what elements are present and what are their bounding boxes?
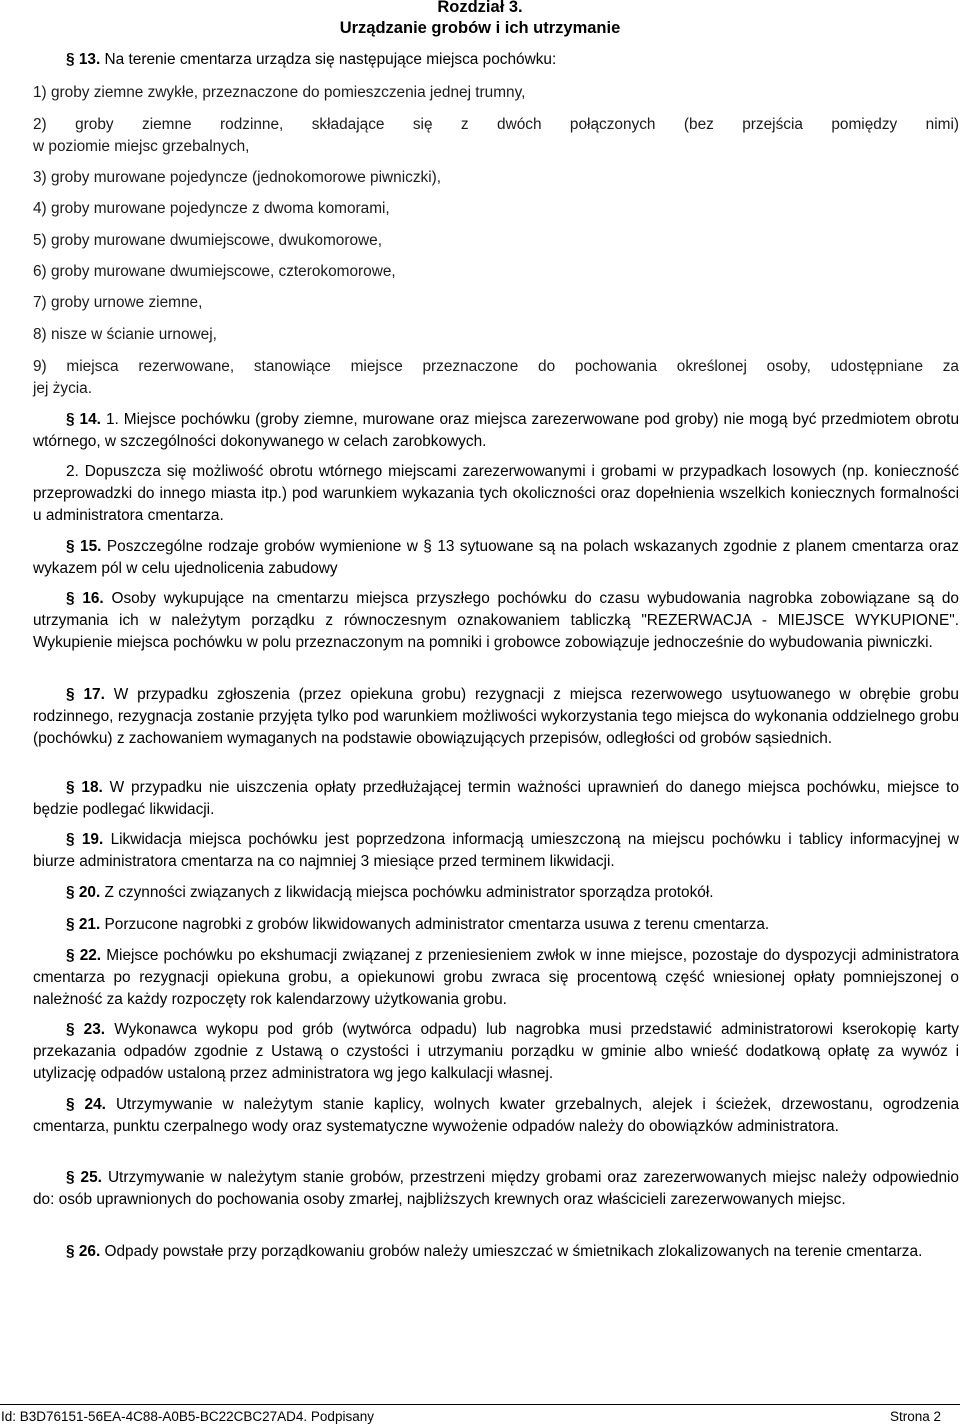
chapter-number: Rozdział 3. xyxy=(437,0,523,16)
section-symbol: § xyxy=(66,1169,75,1186)
section-14 xyxy=(33,409,959,453)
section-symbol: § xyxy=(66,1096,75,1113)
list-item-7: 7) groby urnowe ziemne, xyxy=(33,294,203,311)
footer-divider xyxy=(0,1404,960,1405)
list-item-8: 8) nisze w ścianie urnowej, xyxy=(33,326,217,343)
section-label: 14. xyxy=(79,411,101,428)
section-label: 20. xyxy=(78,884,101,901)
section-symbol: § xyxy=(66,831,75,848)
section-18 xyxy=(33,777,959,821)
section-text: Odpady powstałe przy porządkowaniu grobów należy umieszczać w śmietnikach zlokalizowanych na terenie cmentarza. xyxy=(104,1243,923,1260)
list-item-5: 5) groby murowane dwumiejscowe, dwukomorowe, xyxy=(33,232,383,249)
section-label: 19. xyxy=(81,831,104,848)
section-symbol: § xyxy=(66,538,75,555)
chapter-title: Urządzanie grobów i ich utrzymanie xyxy=(339,19,621,37)
section-symbol: § xyxy=(66,779,75,796)
section-15 xyxy=(33,536,959,580)
list-item-continuation: jej życia. xyxy=(33,380,93,397)
section-label: 24. xyxy=(84,1096,106,1113)
section-13 xyxy=(33,49,959,71)
section-text: Poszczególne rodzaje grobów wymienione w § 13 sytuowane są na polach wskazanych zgodnie z planem cmentarza oraz wykazem pól w celu ujednolicenia zabudowy xyxy=(33,538,959,577)
section-text: Porzucone nagrobki z grobów likwidowanych administrator cmentarza usuwa z terenu cmentarza. xyxy=(104,916,770,933)
list-item-text: 2) groby ziemne rodzinne, składające się z dwóch połączonych (bez przejścia pomiędzy nimi) xyxy=(33,116,959,133)
section-label: 21. xyxy=(78,916,101,933)
section-26 xyxy=(33,1241,959,1263)
section-23 xyxy=(33,1019,959,1085)
section-label: 26. xyxy=(78,1243,101,1260)
section-25 xyxy=(33,1167,959,1211)
section-symbol: § xyxy=(66,51,75,68)
list-item-2 xyxy=(33,114,959,158)
section-label: 16. xyxy=(82,590,104,607)
section-17 xyxy=(33,684,959,750)
section-label: 18. xyxy=(81,779,103,796)
section-symbol: § xyxy=(66,1021,75,1038)
section-symbol: § xyxy=(66,947,75,964)
section-text: Wykonawca wykopu pod grób (wytwórca odpadu) lub nagrobka musi przedstawić administratorowi kserokopię karty przekazania odpadów zgodnie z Ustawą o czystości i utrzymaniu porządku w gminie albo wnieść dodatkową opłatę za wywóz i utylizację odpadów ustaloną przez administratora wg jego kalkulacji własnej. xyxy=(33,1021,959,1082)
section-16 xyxy=(33,588,959,654)
section-24 xyxy=(33,1094,959,1138)
section-text: Utrzymywanie w należytym stanie kaplicy, wolnych kwater grzebalnych, alejek i ścieżek, drzewostanu, ogrodzenia cmentarza, punktu czerpalnego wody oraz systematyczne wywożenie odpadów należy do obowiązków administratora. xyxy=(33,1096,960,1135)
list-item-9 xyxy=(33,356,959,400)
list-item-text: 9) miejsca rezerwowane, stanowiące miejsce przeznaczone do pochowania określonej osoby, udostępniane za xyxy=(33,358,959,375)
section-symbol: § xyxy=(66,1243,75,1260)
section-symbol: § xyxy=(66,686,75,703)
section-label: 25. xyxy=(80,1169,102,1186)
list-item-4: 4) groby murowane pojedyncze z dwoma komorami, xyxy=(33,200,390,217)
section-21 xyxy=(33,914,959,936)
list-item-3: 3) groby murowane pojedyncze (jednokomorowe piwniczki), xyxy=(33,169,442,186)
section-label: 15. xyxy=(80,538,102,555)
section-text: Z czynności związanych z likwidacją miejsca pochówku administrator sporządza protokół. xyxy=(104,884,714,901)
section-label: 13. xyxy=(78,51,101,68)
section-19 xyxy=(33,829,959,873)
footer-document-id: Id: B3D76151-56EA-4C88-A0B5-BC22CBC27AD4. Podpisany xyxy=(1,1409,374,1424)
section-text: Likwidacja miejsca pochówku jest poprzedzona informacją umieszczoną na miejscu pochówku i tablicy informacyjnej w biurze administratora cmentarza na co najmniej 3 miesiące przed terminem likwidacji. xyxy=(33,831,959,870)
section-symbol: § xyxy=(66,590,75,607)
section-14-paragraph-2: 2. Dopuszcza się możliwość obrotu wtórnego miejscami zarezerwowanymi i grobami w przypadkach losowych (np. konieczność przeprowadzki do innego miasta itp.) pod warunkiem wykazania tych okoliczności oraz dopełnienia wszelkich koniecznych formalności u administratora cmentarza. xyxy=(33,463,959,524)
footer-page-number: Strona 2 xyxy=(889,1409,941,1424)
section-symbol: § xyxy=(66,884,75,901)
section-text: Na terenie cmentarza urządza się następujące miejsca pochówku: xyxy=(104,51,557,68)
section-symbol: § xyxy=(66,411,75,428)
section-text: W przypadku nie uiszczenia opłaty przedłużającej termin ważności uprawnień do danego miejsca pochówku, miejsce to będzie podlegać likwidacji. xyxy=(33,779,960,818)
section-label: 23. xyxy=(83,1021,106,1038)
section-text: W przypadku zgłoszenia (przez opiekuna grobu) rezygnacji z miejsca rezerwowego usytuowanego w obrębie grobu rodzinnego, rezygnacja zostanie przyjęta tylko pod warunkiem możliwości wykorzystania tego miejsca do wykonania oddzielnego grobu (pochówku) z zachowaniem wymaganych na podstawie obowiązujących przepisów, odległości od grobów sąsiednich. xyxy=(33,686,959,747)
list-item-1: 1) groby ziemne zwykłe, przeznaczone do pomieszczenia jednej trumny, xyxy=(33,84,526,101)
section-text: Utrzymywanie w należytym stanie grobów, przestrzeni między grobami oraz zarezerwowanych miejsc należy odpowiednio do: osób uprawnionych do pochowania osoby zmarłej, najbliższych krewnych oraz właścicieli zarezerwowanych miejsc. xyxy=(33,1169,959,1208)
list-item-6: 6) groby murowane dwumiejscowe, czterokomorowe, xyxy=(33,263,396,280)
section-text: Osoby wykupujące na cmentarzu miejsca przyszłego pochówku do czasu wybudowania nagrobka zobowiązane są do utrzymania ich w należytym porządku z równoczesnym oznakowaniem tabliczką "REZERWACJA - MIEJSCE WYKUPIONE". Wykupienie miejsca pochówku w polu przeznaczonym na pomniki i grobowce zobowiązuje jednocześnie do wybudowania piwniczki. xyxy=(33,590,959,651)
section-label: 22. xyxy=(79,947,102,964)
section-text: Miejsce pochówku po ekshumacji związanej z przeniesieniem zwłok w inne miejsce, pozostaje do dyspozycji administratora cmentarza po rezygnacji opiekuna grobu, a opiekunowi grobu zwraca się procentową część wniesionej opłaty pomniejszonej o należność za każdy rozpoczęty rok kalendarzowy użytkowania grobu. xyxy=(33,947,959,1008)
list-item-continuation: w poziomie miejsc grzebalnych, xyxy=(33,138,250,155)
section-symbol: § xyxy=(66,916,75,933)
section-label: 17. xyxy=(83,686,105,703)
section-22 xyxy=(33,945,959,1011)
section-text: 1. Miejsce pochówku (groby ziemne, murowane oraz miejsca zarezerwowane pod groby) nie mogą być przedmiotem obrotu wtórnego, w szczególności dokonywanego w celach zarobkowych. xyxy=(33,411,960,450)
section-20 xyxy=(33,882,959,904)
